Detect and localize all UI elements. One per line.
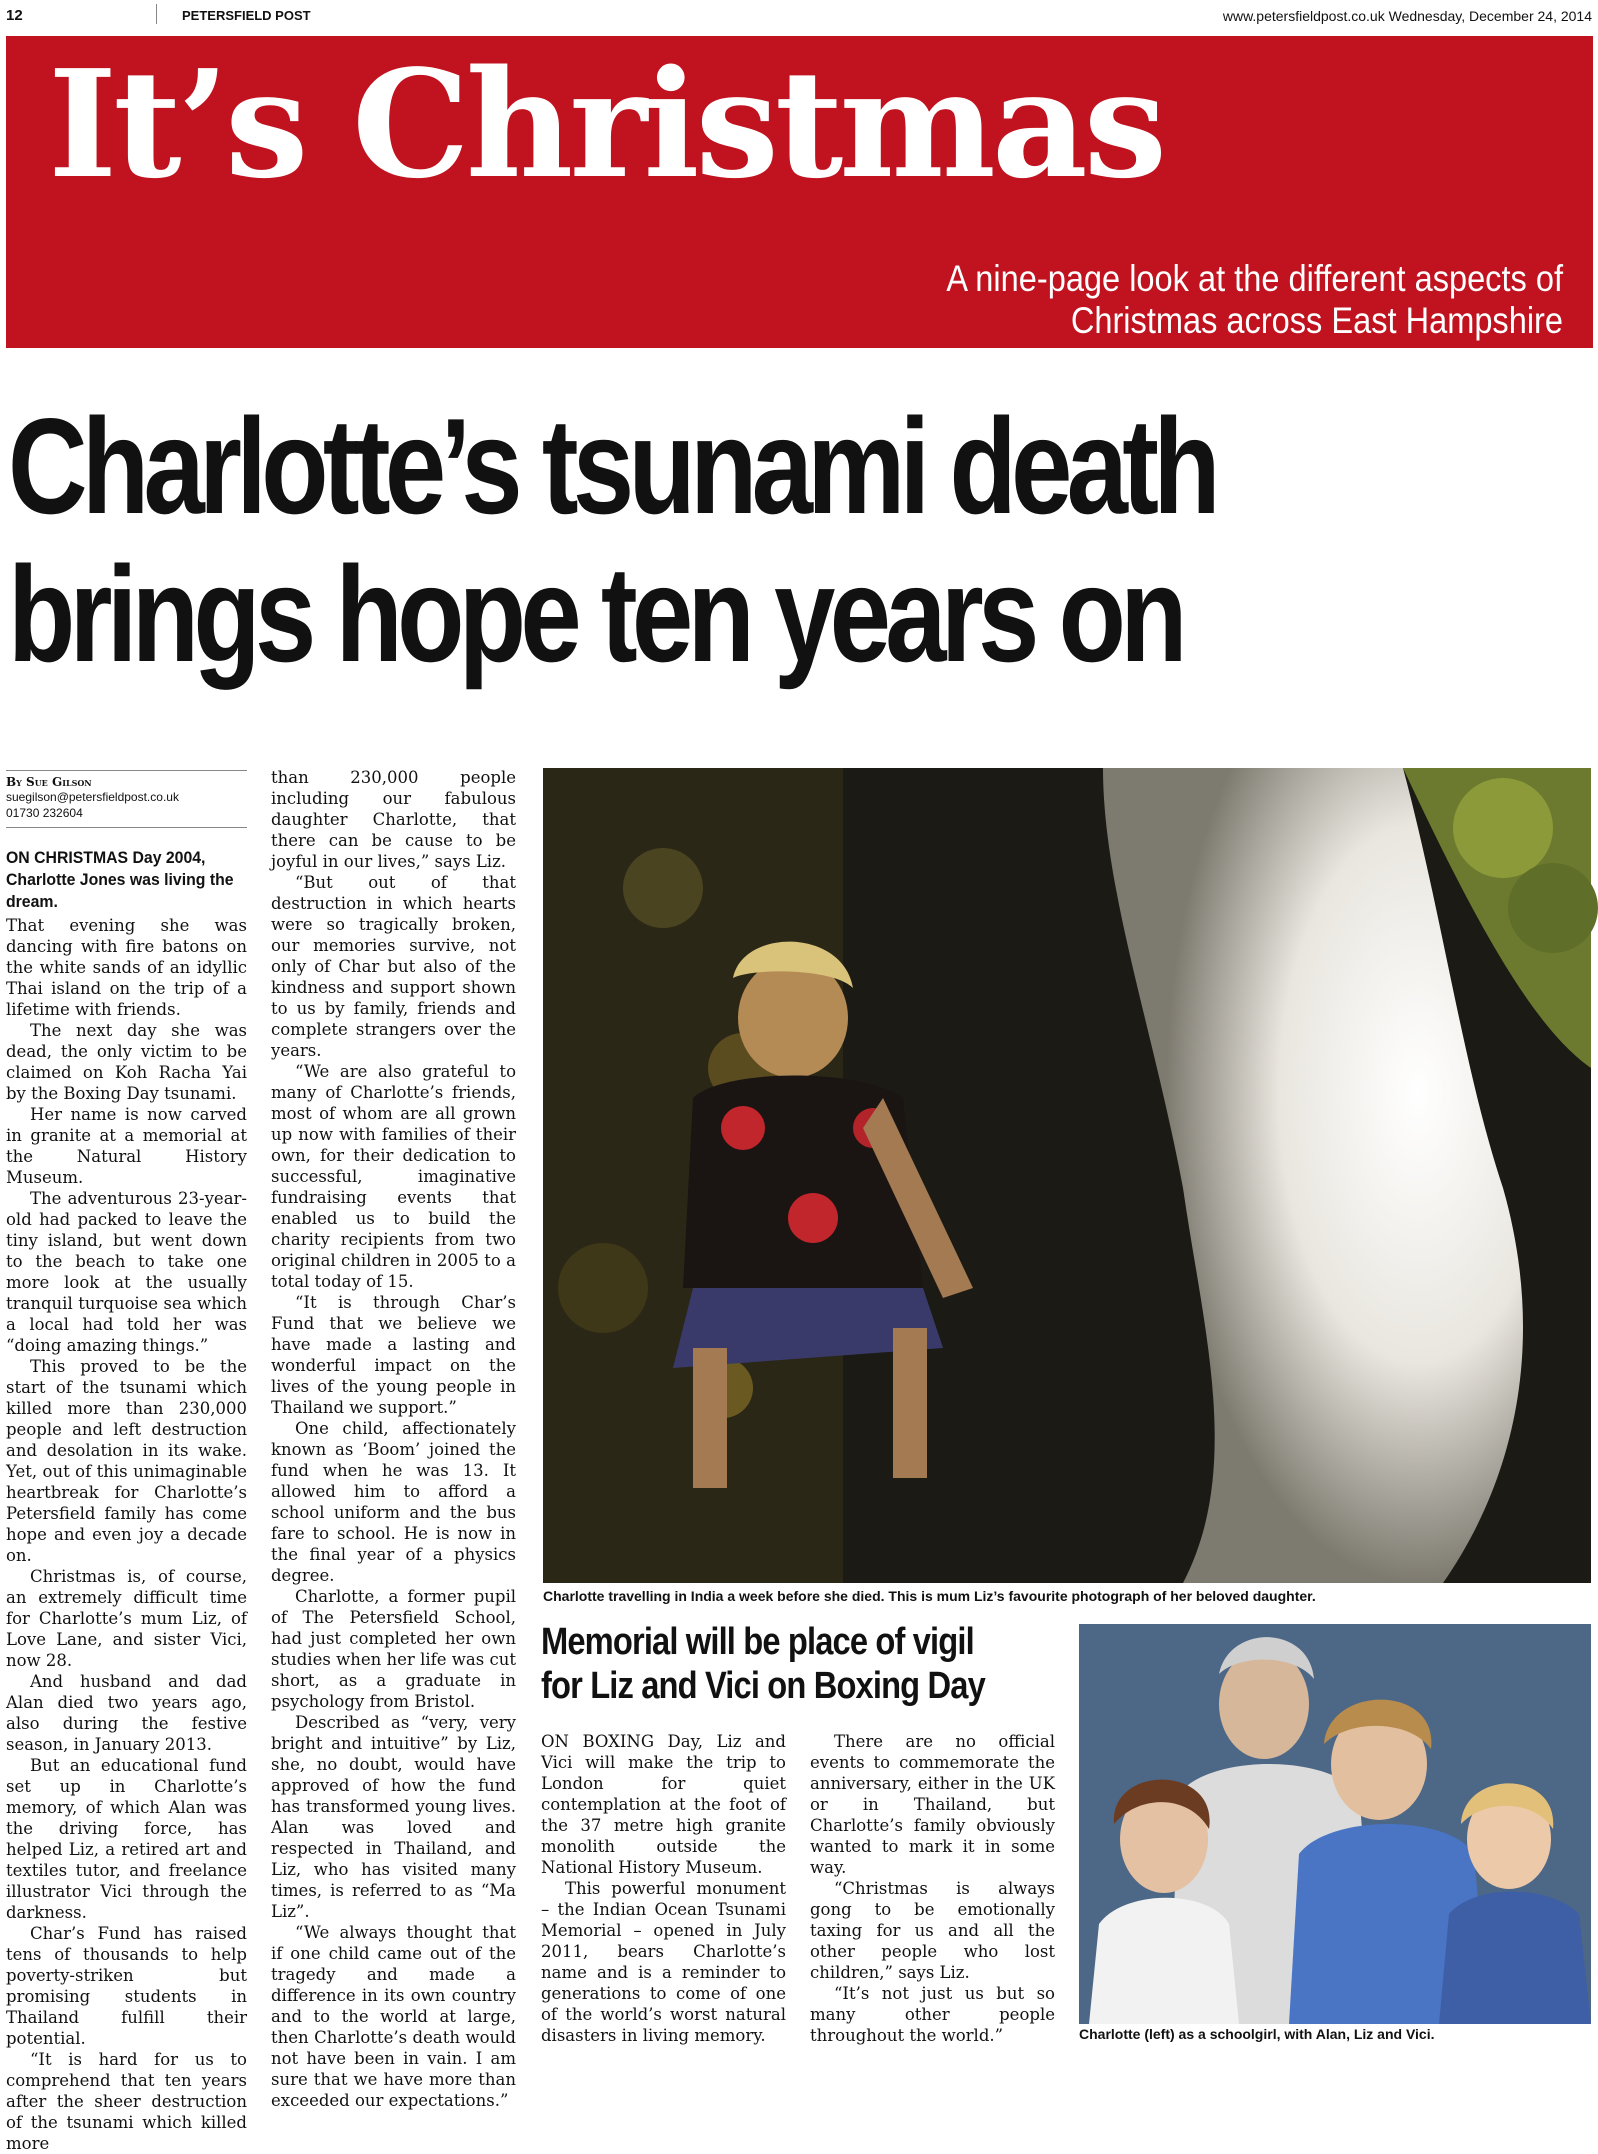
paragraph: Her name is now carved in granite at a memorial at the Natural History Museum. xyxy=(6,1105,247,1187)
paragraph: Described as “very, very bright and intuitive” by Liz, she, no doubt, would have approved of how the fund has transformed young lives. Alan was loved and respected in Thailand, and Liz, who has visited many times, is referred to as “Ma Liz”. xyxy=(271,1713,516,1921)
byline-email: suegilson@petersfieldpost.co.uk xyxy=(6,790,179,804)
byline xyxy=(6,770,247,828)
paragraph: One child, affectionately known as ‘Boom’ joined the fund when he was 13. It allowed him to afford a school uniform and the bus fare to school. He is now in the final year of a physics degree. xyxy=(271,1419,516,1585)
paragraph: The adventurous 23-year-old had packed to leave the tiny island, but went down to the beach to take one more look at the usually tranquil turquoise sea which a local had told her was “doing amazing things.” xyxy=(6,1189,247,1355)
section-subtitle xyxy=(841,258,1563,342)
sidebar-headline xyxy=(541,1620,1023,1708)
paragraph: But an educational fund set up in Charlotte’s memory, of which Alan was the driving force, has helped Liz, a retired art and textiles tutor, and freelance illustrator Vici through the darkness. xyxy=(6,1756,247,1922)
sidebar-column-1 xyxy=(541,1731,786,2046)
sidebar-headline-line-2: for Liz and Vici on Boxing Day xyxy=(541,1665,985,1707)
byline-author: By Sue Gilson xyxy=(6,775,92,789)
publication-name: PETERSFIELD POST xyxy=(182,8,311,23)
paragraph: ON BOXING Day, Liz and Vici will make the trip to London for quiet contemplation at the foot of the 37 metre high granite monolith outside the National History Museum. xyxy=(541,1732,786,1877)
byline-phone: 01730 232604 xyxy=(6,806,83,820)
section-title: It’s Christmas xyxy=(48,37,1164,211)
section-banner xyxy=(6,36,1593,348)
paragraph: The next day she was dead, the only victim to be claimed on Koh Racha Yai by the Boxing Day tsunami. xyxy=(6,1021,247,1103)
section-subtitle-line-1: A nine-page look at the different aspects of xyxy=(946,258,1563,299)
paragraph: than 230,000 people including our fabulous daughter Charlotte, that there can be cause to be joyful in our lives,” says Liz. xyxy=(271,768,516,871)
headline-line-1: Charlotte’s tsunami death xyxy=(8,390,1215,542)
paragraph: There are no official events to commemorate the anniversary, either in the UK or in Thailand, but Charlotte’s family obviously wanted to mark it in some way. xyxy=(810,1732,1055,1877)
paragraph: Char’s Fund has raised tens of thousands to help poverty-striken but promising students in Thailand fulfill their potential. xyxy=(6,1924,247,2048)
sidebar-column-2 xyxy=(810,1731,1055,2046)
paragraph: And husband and dad Alan died two years ago, also during the festive season, in January 2013. xyxy=(6,1672,247,1754)
byline-rule xyxy=(6,827,247,828)
paragraph: “We are also grateful to many of Charlotte’s friends, most of whom are all grown up now with families of their own, for their dedication to successful, imaginative fundraising events that enabled us to build the charity recipients from two original children in 2005 to a total today of 15. xyxy=(271,1062,516,1291)
paragraph: “We always thought that if one child came out of the tragedy and made a difference in its own country and to the world at large, then Charlotte’s death would not have been in vain. I am sure that we have more than exceeded our expectations.” xyxy=(271,1923,516,2110)
article-column-2 xyxy=(271,767,516,2111)
paragraph: “It is through Char’s Fund that we believe we have made a lasting and wonderful impact on the lives of the young people in Thailand we support.” xyxy=(271,1293,516,1417)
paragraph: Charlotte, a former pupil of The Petersfield School, had just completed her own studies when her life was cut short, as a graduate in psychology from Bristol. xyxy=(271,1587,516,1711)
paragraph: This powerful monument – the Indian Ocean Tsunami Memorial – opened in July 2011, bears Charlotte’s name and is a reminder to generations to come of one of the world’s worst natural disasters in living memory. xyxy=(541,1879,786,2045)
website-and-date: www.petersfieldpost.co.uk Wednesday, December 24, 2014 xyxy=(1222,8,1592,24)
paragraph: “But out of that destruction in which hearts were so tragically broken, our memories survive, not only of Char but also of the kindness and support shown to us by family, friends and complete strangers over the years. xyxy=(271,873,516,1060)
page-number: 12 xyxy=(6,7,23,24)
paragraph: Christmas is, of course, an extremely difficult time for Charlotte’s mum Liz, of Love Lane, and sister Vici, now 28. xyxy=(6,1567,247,1670)
photo-family-portrait xyxy=(1079,1624,1591,2024)
page-header xyxy=(0,0,1598,30)
photo-charlotte-waterfall xyxy=(543,768,1591,1583)
article-headline xyxy=(8,392,1296,688)
sidebar-headline-line-1: Memorial will be place of vigil xyxy=(541,1621,974,1663)
article-intro: ON CHRISTMAS Day 2004, Charlotte Jones was living the dream. xyxy=(6,848,234,911)
paragraph: “Christmas is always gong to be emotionally taxing for us and all the other people who lost children,” says Liz. xyxy=(810,1879,1055,1982)
section-subtitle-line-2: Christmas across East Hampshire xyxy=(1070,300,1563,341)
article-column-1 xyxy=(6,915,247,2154)
family-photo-illustration xyxy=(1079,1624,1591,2024)
waterfall-photo-illustration xyxy=(543,768,1591,1583)
paragraph: That evening she was dancing with fire batons on the white sands of an idyllic Thai island on the trip of a lifetime with friends. xyxy=(6,916,247,1019)
headline-line-2: brings hope ten years on xyxy=(8,538,1182,690)
photo-caption-1: Charlotte travelling in India a week before she died. This is mum Liz’s favourite photograph of her beloved daughter. xyxy=(543,1588,1316,1604)
paragraph: “It’s not just us but so many other people throughout the world.” xyxy=(810,1984,1055,2045)
header-divider xyxy=(156,4,157,24)
paragraph: This proved to be the start of the tsunami which killed more than 230,000 people and left destruction and desolation in its wake. Yet, out of this unimaginable heartbreak for Charlotte’s Petersfield family has come hope and even joy a decade on. xyxy=(6,1357,247,1565)
photo-caption-2: Charlotte (left) as a schoolgirl, with Alan, Liz and Vici. xyxy=(1079,2026,1435,2042)
paragraph: “It is hard for us to comprehend that ten years after the sheer destruction of the tsunami which killed more xyxy=(6,2050,247,2153)
